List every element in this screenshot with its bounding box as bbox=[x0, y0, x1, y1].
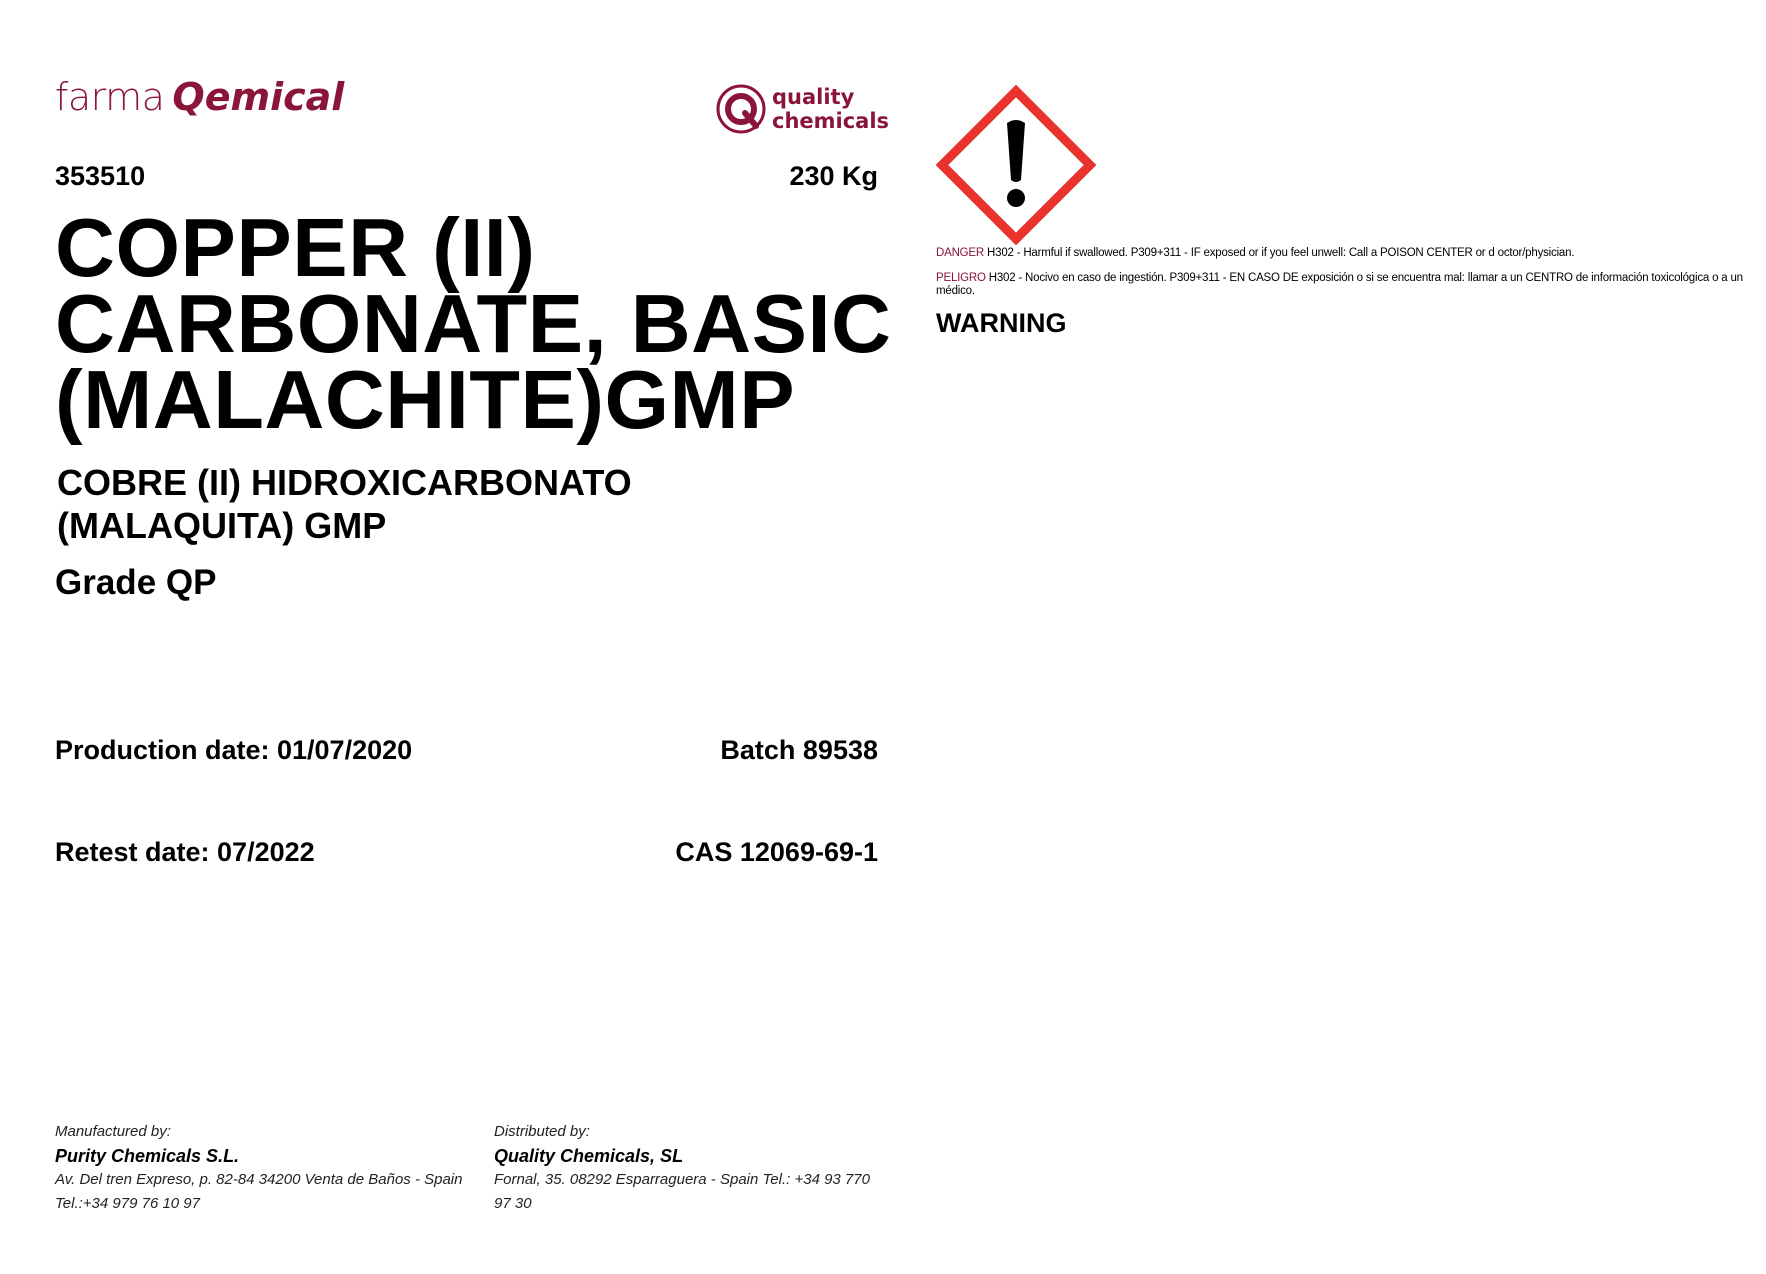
quality-logo-line1: quality bbox=[772, 85, 855, 109]
quality-chemicals-logo bbox=[716, 84, 889, 134]
hazard-statements bbox=[936, 247, 1761, 310]
manufacturer-tel: Tel.:+34 979 76 10 97 bbox=[55, 1195, 200, 1212]
hazard-text-en: H302 - Harmful if swallowed. P309+311 - IF exposed or if you feel unwell: Call a POISON CENTER or d octor/physician. bbox=[987, 247, 1575, 259]
distributor-heading: Distributed by: bbox=[494, 1123, 590, 1140]
batch-number: Batch 89538 bbox=[720, 735, 878, 765]
exclamation-mark-hazard-icon bbox=[936, 85, 1096, 245]
signal-word: WARNING bbox=[936, 308, 1067, 338]
hazard-text-es: H302 - Nocivo en caso de ingestión. P309+311 - EN CASO DE exposición o si se encuentra mal: llamar a un CENTRO de información toxicológica o a un médico. bbox=[936, 272, 1743, 297]
product-name-line: CARBONATE, BASIC bbox=[55, 277, 892, 370]
product-name-line: COPPER (II) bbox=[55, 201, 536, 294]
distributor-address: Fornal, 35. 08292 Esparraguera - Spain Tel.: +34 93 770 97 30 bbox=[494, 1171, 870, 1212]
hazard-statement-en bbox=[936, 247, 1761, 260]
hazard-keyword-es: PELIGRO bbox=[936, 272, 986, 284]
retest-date: Retest date: 07/2022 bbox=[55, 837, 315, 867]
q-circle-logo-icon bbox=[716, 84, 766, 134]
hazard-keyword-en: DANGER bbox=[936, 247, 985, 259]
brand-logo bbox=[55, 75, 345, 119]
manufacturer-info bbox=[55, 1120, 465, 1216]
production-date: Production date: 01/07/2020 bbox=[55, 735, 413, 765]
product-code: 353510 bbox=[55, 161, 146, 191]
product-name-spanish-line: COBRE (II) HIDROXICARBONATO bbox=[57, 462, 632, 503]
product-name bbox=[55, 201, 895, 446]
quality-chemicals-logo-text bbox=[772, 85, 889, 133]
hazard-statement-es bbox=[936, 272, 1761, 298]
product-name-spanish bbox=[57, 461, 632, 547]
brand-logo-part1: farma bbox=[55, 75, 165, 119]
product-name-line: (MALACHITE)GMP bbox=[55, 353, 796, 446]
brand-logo-part2: Qemical bbox=[172, 75, 345, 119]
distributor-info bbox=[494, 1120, 884, 1216]
hazard-pictogram bbox=[936, 85, 1096, 250]
product-grade: Grade QP bbox=[55, 563, 217, 602]
cas-number: CAS 12069-69-1 bbox=[675, 837, 878, 867]
product-name-spanish-line: (MALAQUITA) GMP bbox=[57, 505, 387, 546]
manufacturer-company: Purity Chemicals S.L. bbox=[55, 1146, 240, 1166]
quality-logo-line2: chemicals bbox=[772, 109, 890, 133]
manufacturer-address: Av. Del tren Expreso, p. 82-84 34200 Venta de Baños - Spain bbox=[55, 1171, 463, 1188]
distributor-company: Quality Chemicals, SL bbox=[494, 1146, 684, 1166]
manufacturer-heading: Manufactured by: bbox=[55, 1123, 171, 1140]
product-weight: 230 Kg bbox=[789, 161, 878, 191]
